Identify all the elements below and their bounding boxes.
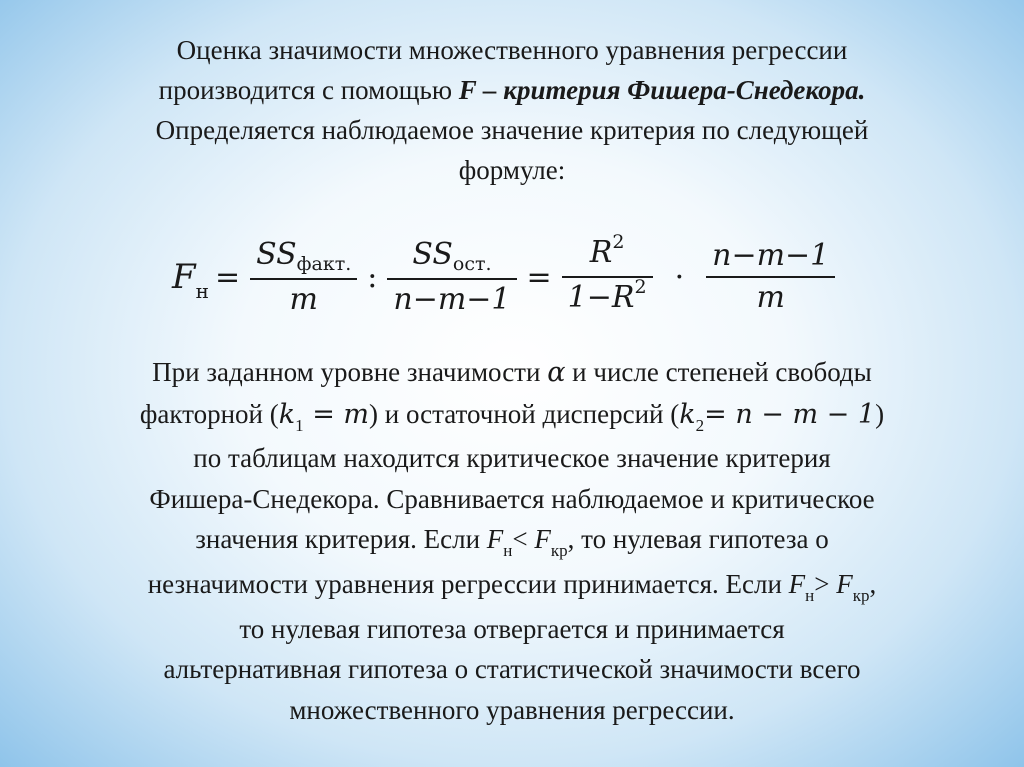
fisher-criterion-emphasis: F – критерия Фишера-Снедекора. (458, 75, 866, 105)
body-line: альтернативная гипотеза о статистической значимости всего (163, 654, 861, 685)
fraction-degrees: $\frac{n-m-1}{m}$ (706, 236, 835, 318)
intro-text: Оценка значимости множественного уравнения регрессии (176, 35, 848, 65)
intro-line (40, 150, 984, 190)
division-sign: : (367, 259, 378, 295)
body-line: факторной $(k_1 = m)$ и остаточной дисперсий $(k_2= n - m - 1)$ (139, 398, 885, 435)
intro-text: формуле: (458, 155, 566, 185)
intro-line (40, 70, 984, 110)
body-line: то нулевая гипотеза отвергается и принимается (239, 613, 785, 644)
equals-sign: = (526, 259, 552, 295)
intro-text: производится с помощью (158, 75, 459, 105)
body-paragraph (40, 352, 984, 730)
intro-paragraph (40, 30, 984, 190)
fisher-formula (172, 232, 839, 322)
body-line: При заданном уровне значимости α и числе степеней свободы (152, 357, 872, 388)
alpha-symbol: α (547, 357, 566, 388)
multiply-dot: · (674, 259, 685, 295)
fraction-r-squared: $\frac{R^2}{1-R^2}$ (562, 233, 653, 321)
body-line: значения критерия. Если $F_н< F_{кр}$, то нулевая гипотеза о (195, 524, 829, 561)
fraction-ss-fact: $\frac{SS_{факт.}}{m}$ (250, 235, 357, 320)
fraction-ss-ost: $\frac{SS_{ост.}}{n-m-1}$ (387, 235, 516, 320)
intro-line (40, 110, 984, 150)
intro-text: Определяется наблюдаемое значение критерия по следующей (155, 115, 869, 145)
formula-lhs: $F_н$ (172, 257, 209, 303)
body-line: по таблицам находится критическое значение критерия (193, 443, 831, 474)
equals-sign: = (214, 259, 241, 295)
body-line: незначимости уравнения регрессии принимается. Если $F_н> F_{кр}$, (147, 568, 877, 605)
body-line: Фишера-Снедекора. Сравнивается наблюдаемое и критическое (149, 483, 875, 514)
body-line: множественного уравнения регрессии. (289, 694, 735, 725)
intro-line (40, 30, 984, 70)
